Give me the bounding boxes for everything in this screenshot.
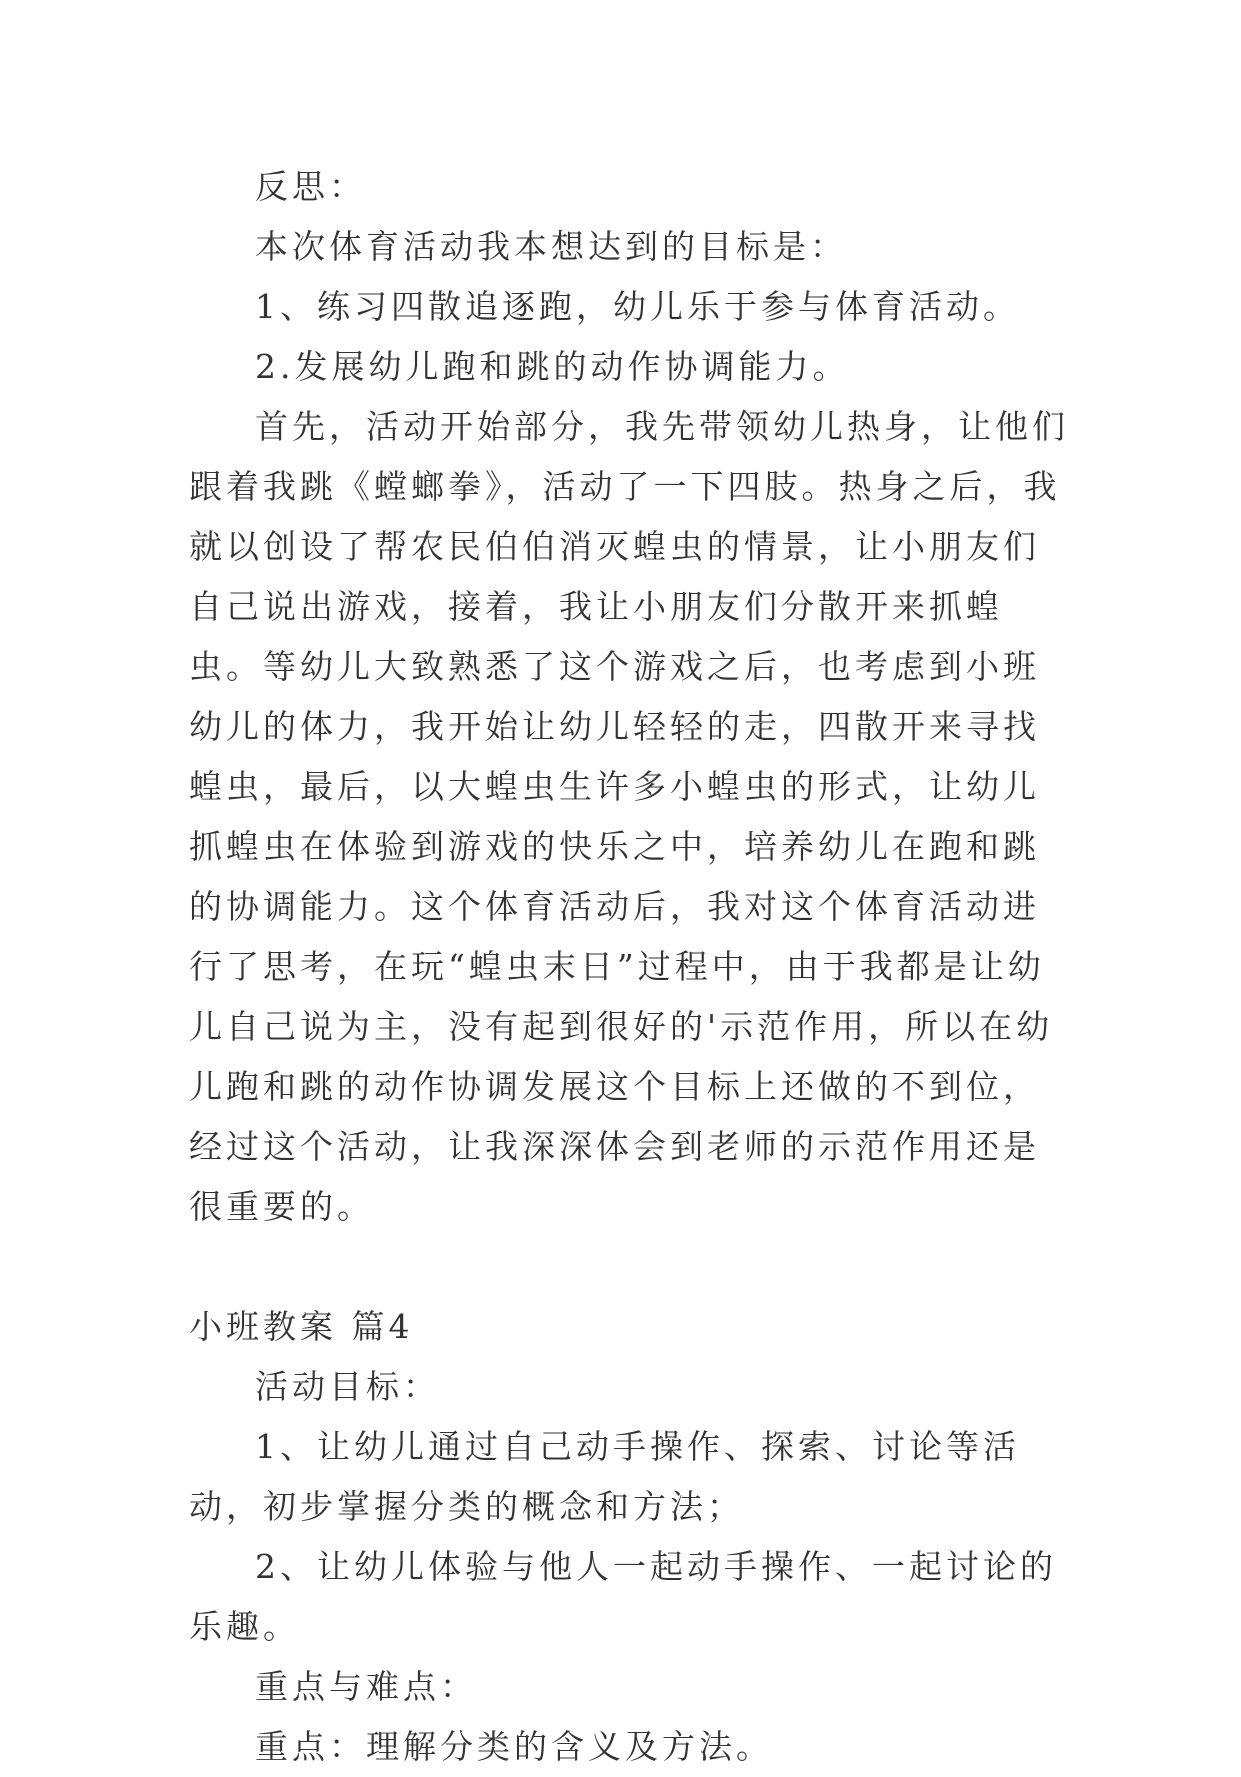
section-title: 小班教案 篇4 <box>189 1307 414 1346</box>
goal-item-1: 1、练习四散追逐跑，幼儿乐于参与体育活动。 <box>255 287 1020 326</box>
objective-item-2: 2、让幼儿体验与他人一起动手操作、一起讨论的乐趣。 <box>189 1547 1057 1646</box>
reflection-label: 反思： <box>255 167 366 206</box>
reflection-body: 首先，活动开始部分，我先带领幼儿热身，让他们跟着我跳《螳螂拳》，活动了一下四肢。热身之后，我就以创设了帮农民伯伯消灭蝗虫的情景，让小朋友们自己说出游戏，接着，我让小朋友们分散开来抓蝗虫。等幼儿大致熟悉了这个游戏之后，也考虑到小班幼儿的体力，我开始让幼儿轻轻的走，四散开来寻找蝗虫，最后，以大蝗虫生许多小蝗虫的形式，让幼儿抓蝗虫在体验到游戏的快乐之中，培养幼儿在跑和跳的协调能力。这个体育活动后，我对这个体育活动进行了思考，在玩“蝗虫末日”过程中，由于我都是让幼儿自己说为主，没有起到很好的'示范作用，所以在幼儿跑和跳的动作协调发展这个目标上还做的不到位，经过这个活动，让我深深体会到老师的示范作用还是很重要的。 <box>189 407 1069 1226</box>
goal-intro: 本次体育活动我本想达到的目标是： <box>255 227 847 266</box>
document-body <box>189 157 1069 1777</box>
goal-item-2: 2.发展幼儿跑和跳的动作协调能力。 <box>255 347 850 386</box>
objectives-label: 活动目标： <box>255 1367 440 1406</box>
key-point: 重点：理解分类的含义及方法。 <box>255 1727 773 1766</box>
objective-item-1: 1、让幼儿通过自己动手操作、探索、讨论等活动，初步掌握分类的概念和方法； <box>189 1427 1020 1526</box>
key-points-label: 重点与难点： <box>255 1667 477 1706</box>
